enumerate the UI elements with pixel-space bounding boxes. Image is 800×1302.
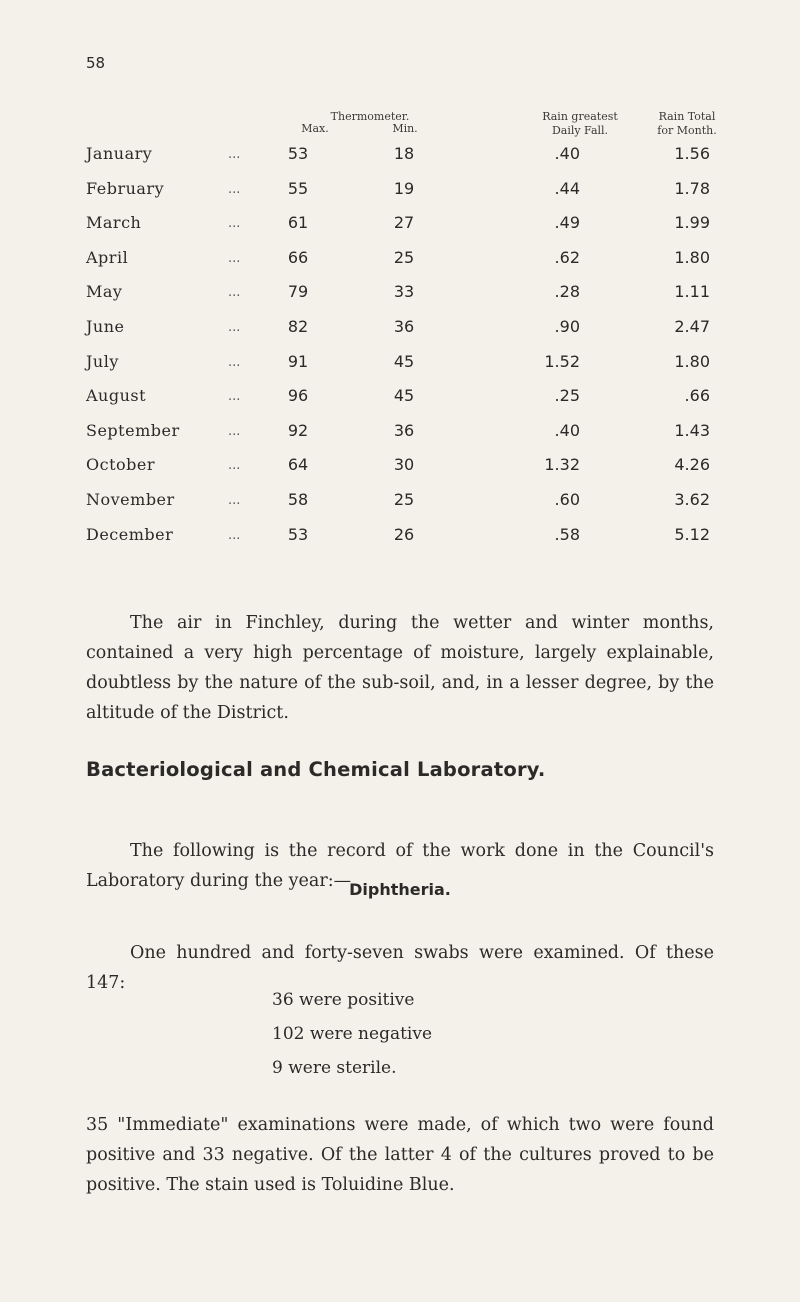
header-rain-greatest <box>520 110 640 138</box>
subheading-diphtheria: Diphtheria. <box>349 880 451 899</box>
leader-dots: ... <box>228 423 241 439</box>
min-cell: 18 <box>393 144 415 163</box>
table-row <box>0 417 800 452</box>
rain-greatest-cell: .62 <box>554 247 580 267</box>
leader-dots: ... <box>228 216 241 232</box>
rain-total-cell: 4.26 <box>674 455 710 475</box>
rain-greatest-cell: 1.32 <box>544 455 580 475</box>
table-row <box>0 244 800 279</box>
table-row <box>0 486 800 521</box>
table-row <box>0 209 800 244</box>
min-cell: 26 <box>393 524 415 544</box>
table-row <box>0 521 800 556</box>
paragraph-immediate-examinations: 35 "Immediate" examinations were made, of which two were found positive and 33 negative. Of the latter 4 of the cultures proved to be positive. The stain used is Toluidine Blue. <box>86 1114 714 1195</box>
min-cell: 45 <box>393 386 415 406</box>
month-cell: September <box>86 420 180 440</box>
rain-greatest-cell: .60 <box>554 489 580 509</box>
rain-greatest-cell: .58 <box>554 524 580 544</box>
header-rain-total <box>632 110 742 138</box>
table-row <box>0 348 800 383</box>
max-cell: 82 <box>287 316 309 336</box>
header-rain-greatest-line1: Rain greatest <box>542 110 618 123</box>
rain-total-cell: 5.12 <box>674 524 710 544</box>
max-cell: 91 <box>287 351 309 371</box>
table-row <box>0 451 800 486</box>
leader-dots: ... <box>228 389 241 405</box>
leader-dots: ... <box>228 285 241 301</box>
min-cell: 30 <box>393 455 415 475</box>
month-cell: May <box>86 282 123 302</box>
page-number: 58 <box>86 54 106 72</box>
min-cell: 19 <box>393 178 415 198</box>
month-cell: February <box>86 178 165 198</box>
leader-dots: ... <box>228 354 241 370</box>
header-rain-total-line1: Rain Total <box>658 110 716 123</box>
result-negative: 102 were negative <box>272 1024 433 1044</box>
month-cell: April <box>86 247 129 267</box>
rain-greatest-cell: .40 <box>554 420 580 440</box>
rain-total-cell: 1.11 <box>674 282 710 302</box>
min-cell: 45 <box>393 351 415 371</box>
header-min: Min. <box>392 122 418 135</box>
result-sterile: 9 were sterile. <box>272 1058 397 1078</box>
leader-dots: ... <box>228 250 241 266</box>
rain-total-cell: 2.47 <box>674 316 710 336</box>
max-cell: 66 <box>287 247 309 267</box>
rain-greatest-cell: .49 <box>554 213 580 233</box>
month-cell: March <box>86 213 142 233</box>
rain-greatest-cell: .40 <box>554 144 580 163</box>
max-cell: 79 <box>287 282 309 302</box>
paragraph-air-moisture: The air in Finchley, during the wetter and winter months, contained a very high percentage of moisture, largely explainable, doubtless by the nature of the sub-soil, and, in a lesser degree, by the altitude of the District. <box>86 612 714 723</box>
header-thermometer: Thermometer. <box>330 110 410 123</box>
rain-total-cell: 1.78 <box>674 178 710 198</box>
min-cell: 33 <box>393 282 415 302</box>
table-row <box>0 278 800 313</box>
rain-total-cell: 1.56 <box>674 144 710 163</box>
month-cell: June <box>86 316 125 336</box>
leader-dots: ... <box>228 181 241 197</box>
month-cell: December <box>86 524 174 544</box>
header-rain-greatest-line2: Daily Fall. <box>551 124 609 137</box>
month-cell: August <box>86 386 147 406</box>
table-row <box>0 140 800 175</box>
min-cell: 36 <box>393 316 415 336</box>
header-max: Max. <box>301 122 329 135</box>
min-cell: 25 <box>393 489 415 509</box>
rain-total-cell: 3.62 <box>674 489 710 509</box>
month-cell: January <box>86 144 153 163</box>
min-cell: 27 <box>393 213 415 233</box>
max-cell: 58 <box>287 489 309 509</box>
paragraph-laboratory-record: The following is the record of the work done in the Council's Laboratory during the year:— <box>86 840 714 891</box>
table-row <box>0 382 800 417</box>
rain-total-cell: 1.80 <box>674 351 710 371</box>
max-cell: 53 <box>287 524 309 544</box>
leader-dots: ... <box>228 527 241 543</box>
max-cell: 61 <box>287 213 309 233</box>
header-rain-total-line2: for Month. <box>657 124 717 137</box>
table-row <box>0 313 800 348</box>
rain-total-cell: 1.43 <box>674 420 710 440</box>
result-positive: 36 were positive <box>272 990 415 1010</box>
rain-greatest-cell: .28 <box>554 282 580 302</box>
month-cell: October <box>86 455 155 475</box>
leader-dots: ... <box>228 319 241 335</box>
min-cell: 36 <box>393 420 415 440</box>
max-cell: 53 <box>287 144 309 163</box>
max-cell: 55 <box>287 178 309 198</box>
heading-laboratory: Bacteriological and Chemical Laboratory. <box>86 758 546 781</box>
max-cell: 96 <box>287 386 309 406</box>
leader-dots: ... <box>228 492 241 508</box>
leader-dots: ... <box>228 458 241 474</box>
rain-greatest-cell: .44 <box>554 178 580 198</box>
rain-total-cell: 1.99 <box>674 213 710 233</box>
weather-table <box>0 140 800 555</box>
rain-greatest-cell: .90 <box>554 316 580 336</box>
max-cell: 64 <box>287 455 309 475</box>
rain-total-cell: 1.80 <box>674 247 710 267</box>
rain-greatest-cell: 1.52 <box>544 351 580 371</box>
leader-dots: ... <box>228 147 241 162</box>
paragraph-swabs: One hundred and forty-seven swabs were examined. Of these 147: <box>86 942 714 993</box>
rain-greatest-cell: .25 <box>554 386 580 406</box>
max-cell: 92 <box>287 420 309 440</box>
rain-total-cell: .66 <box>684 386 710 406</box>
table-row <box>0 175 800 210</box>
month-cell: July <box>86 351 119 371</box>
min-cell: 25 <box>393 247 415 267</box>
month-cell: November <box>86 489 175 509</box>
